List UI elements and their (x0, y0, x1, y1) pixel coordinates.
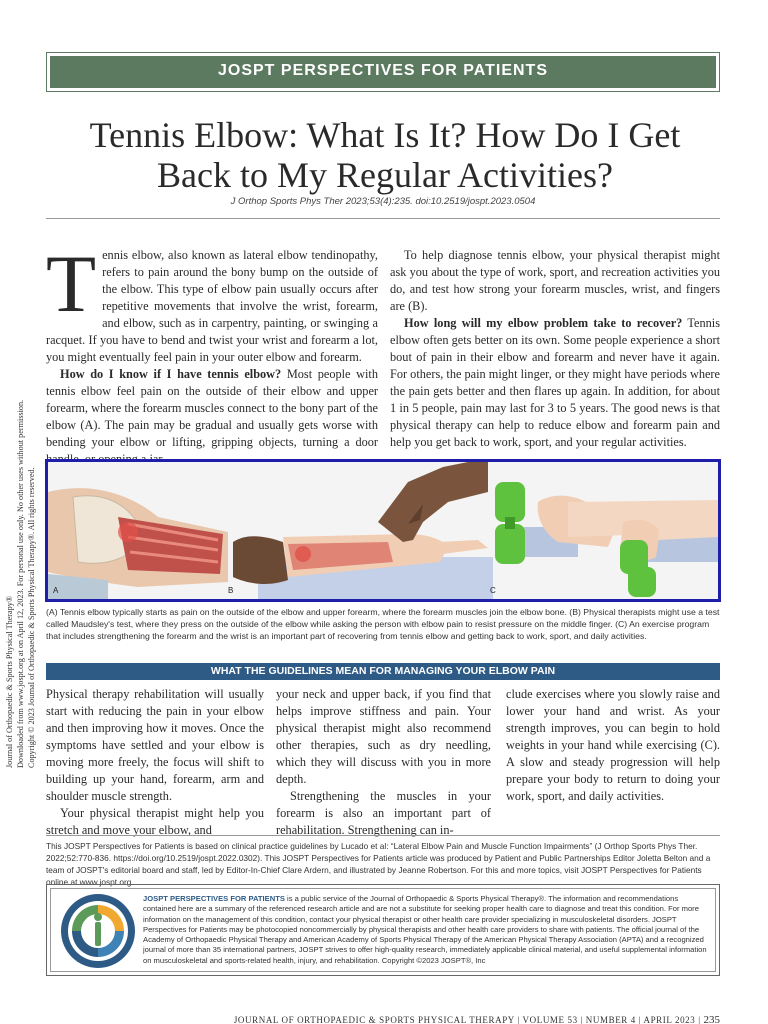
figure-caption: (A) Tennis elbow typically starts as pain on the outside of the elbow and upper forearm, where the forearm muscles join the elbow bone. (B) Physical therapists might use a test called Maudsley's test, where they press on the outside of the elbow while asking the person with elbow pain to resist pressure on the middle finger. (C) An exercise program that includes strengthening the forearm and the wrist is an important part of recovering from tennis elbow and getting back to work, sport, and daily activities. (46, 607, 720, 641)
intro-paragraph: ennis elbow, also known as lateral elbow tendinopathy, refers to pain around the bony bump on the outside of the elbow. This type of elbow pain usually occurs after repetitive movements that involve the wrist, forearm, and elbow, such as in carpentry, painting, or swinging a racquet. If you have to bend and twist your wrist and forearm a lot, you might eventually feel pain in your outer elbow and forearm. (46, 248, 378, 364)
guidelines-paragraph-2a: Your physical therapist might help you stretch and move your elbow, and (46, 806, 264, 837)
question-recovery: How long will my elbow problem take to recover? (404, 316, 683, 330)
diagnose-paragraph: To help diagnose tennis elbow, your physical therapist might ask you about the type of work, sport, and recreation activities you do, and test how strong your forearm muscles, wrist, and fingers are (B). (390, 248, 720, 313)
page-footer: JOURNAL OF ORTHOPAEDIC & SPORTS PHYSICAL THERAPY | VOLUME 53 | NUMBER 4 | APRIL 2023 | 235 (233, 1014, 720, 1024)
drop-cap: T (46, 238, 97, 329)
title-line-2: Back to My Regular Activities? (157, 155, 613, 195)
source-note: This JOSPT Perspectives for Patients is based on clinical practice guidelines by Lucado et al: “Lateral Elbow Pain and Muscle Function Impairments” (J Orthop Sports Phys Ther. 2022;52:770-836. https://doi.org/10.2519/jospt.2022.0302). This JOSPT Perspectives for Patients article was produced by Patient and Public Partnerships Editor Joletta Belton and a team of JOSPT's editorial board and staff, led by Editor-In-Chief Clare Ardern, and illustrated by Jeanne Robertson. For this and more topics, visit JOSPT Perspectives for Patients online at www.jospt.org. (46, 841, 711, 887)
divider (46, 835, 720, 836)
banner-frame (46, 52, 720, 92)
question-diagnosis: How do I know if I have tennis elbow? (60, 367, 282, 381)
footer-date: APRIL 2023 (643, 1015, 696, 1024)
title-line-1: Tennis Elbow: What Is It? How Do I Get (89, 115, 681, 155)
guidelines-paragraph-3b: clude exercises where you slowly raise and lower your hand and wrist. As your strength improves, you can begin to hold weights in your hand while exercising (C). A slow and steady progression will help prepare your body to return to doing your work, sport, and daily activities. (506, 687, 720, 803)
side-note-line-3: Copyright © 2023 Journal of Orthopaedic & Sports Physical Therapy®. All rights reserved. (27, 467, 36, 768)
banner-label: JOSPT PERSPECTIVES FOR PATIENTS (50, 56, 716, 88)
side-note-line-2: Downloaded from www.jospt.org at on April 12, 2023. For personal use only. No other uses without permission. (16, 399, 25, 768)
figure-svg (48, 462, 718, 599)
page-number: 235 (703, 1014, 720, 1024)
citation: J Orthop Sports Phys Ther 2023;53(4):235. doi:10.2519/jospt.2023.0504 (230, 196, 536, 207)
public-service-body: is a public service of the Journal of Orthopaedic & Sports Physical Therapy®. The information and recommendations contained here are a summary of the referenced research article and are not a substitute for seeking proper health care to diagnose and treat this condition. For more information on the management of this condition, contact your physical therapist or other health care provider specializing in musculoskeletal disorders. JOSPT Perspectives for Patients may be photocopied noncommercially by physical therapists and other health care providers to share with patients. The official journal of the Academy of Orthopaedic Physical Therapy and American Academy of Sports Physical Therapy of the American Physical Therapy Association (APTA) and a recognized journal of more than 35 international partners, JOSPT strives to offer high-quality research, immediately applicable clinical material, and useful supplemental information on musculoskeletal and sports-related health, injury, and rehabilitation. Copyright ©2023 JOSPT®, Inc (143, 894, 707, 965)
panel-label-b: B (228, 586, 234, 595)
divider (46, 218, 720, 219)
public-service-box (46, 884, 720, 976)
guidelines-column-1 (46, 686, 264, 839)
guidelines-paragraph-2b: your neck and upper back, if you find that helps improve stiffness and pain. Your physical therapist might also recommend other therapies, such as dry needling, which they will discuss with you in more depth. (276, 687, 491, 786)
side-copyright-note (4, 338, 48, 768)
footer-number: NUMBER 4 (585, 1015, 636, 1024)
footer-volume: VOLUME 53 (522, 1015, 578, 1024)
section-heading: WHAT THE GUIDELINES MEAN FOR MANAGING YOUR ELBOW PAIN (46, 663, 720, 680)
intro-column-right (390, 247, 720, 451)
public-service-lead: JOSPT PERSPECTIVES FOR PATIENTS (143, 894, 285, 903)
side-note-line-1: Journal of Orthopaedic & Sports Physical Therapy® (5, 595, 14, 768)
intro-column-left (46, 238, 378, 468)
guidelines-paragraph-3a: Strengthening the muscles in your forearm is also an important part of rehabilitation. Strengthening can in- (276, 789, 491, 837)
guidelines-column-2 (276, 686, 491, 839)
panel-label-a: A (53, 586, 59, 595)
panel-label-c: C (490, 586, 496, 595)
jospt-logo-icon (59, 892, 137, 970)
page-title (40, 115, 730, 195)
public-service-text (143, 894, 713, 966)
guidelines-paragraph-1: Physical therapy rehabilitation will usually start with reducing the pain in your elbow and then improving how it moves. Once the symptoms have settled and your elbow is moving more freely, the focus will shift to building up your hand, forearm, arm and shoulder muscle strength. (46, 687, 264, 803)
answer-diagnosis: Most people with tennis elbow feel pain on the outside of their elbow and upper forearm, where the forearm muscles connect to the bony part of the elbow (A). The pain may be gradual and usually gets worse with bending your elbow or lifting, gripping objects, turning a door (46, 367, 378, 449)
figure-illustrations (45, 459, 721, 602)
footer-journal: JOURNAL OF ORTHOPAEDIC & SPORTS PHYSICAL THERAPY (233, 1015, 515, 1024)
answer-recovery: Tennis elbow often gets better on its own. Some people experience a short bout of pain in their elbow and forearm and never have it again. For others, the pain might linger, or they might have periods where the pain gets better and then flares up again. In addition, for about 1 in 5 people, pain may last for 3 to 5 years. The good news is that physical therapy can help to reduce elbow and forearm pain and help you get back to work, sport, and your regular activities. (390, 316, 721, 449)
guidelines-column-3 (506, 686, 720, 805)
